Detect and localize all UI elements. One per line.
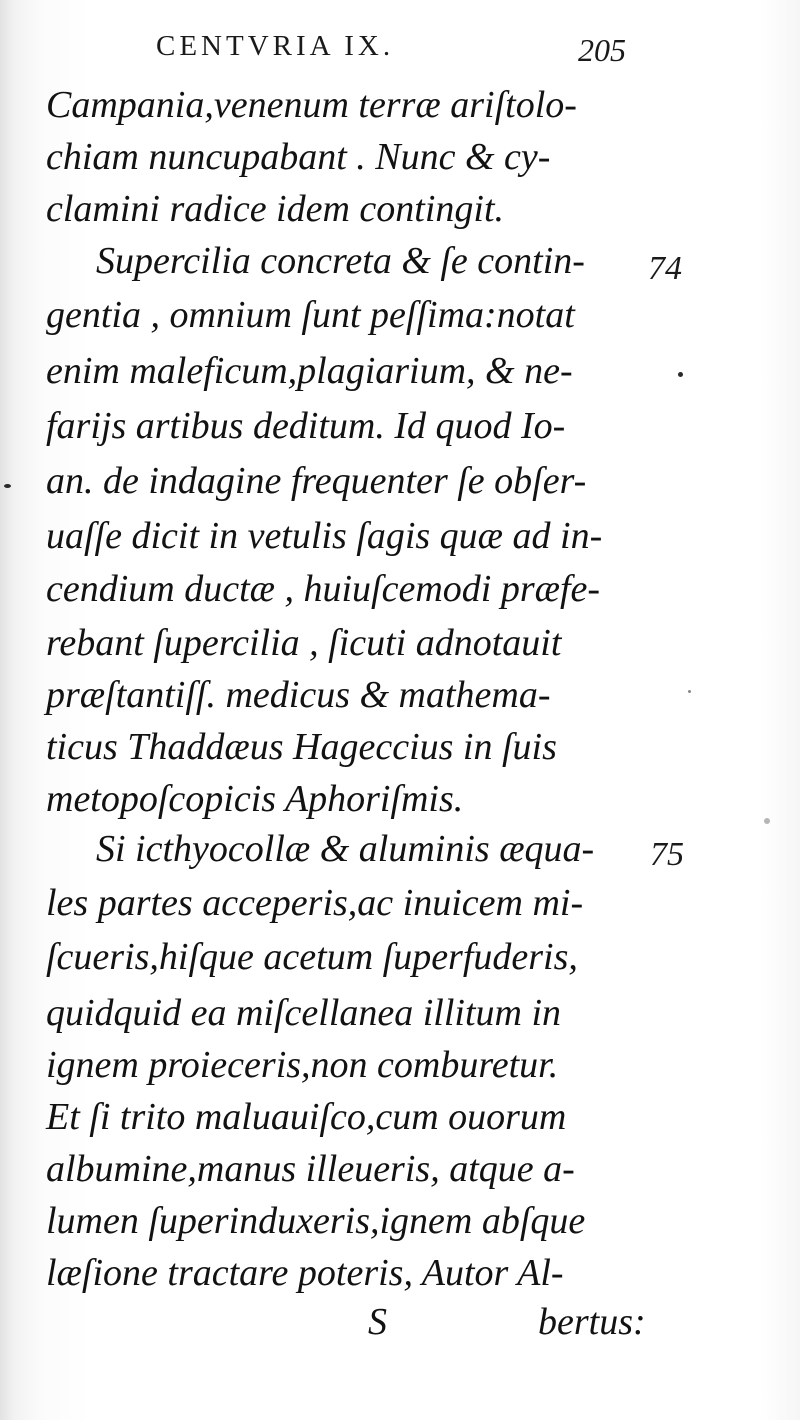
margin-number-75: 75 <box>650 836 684 873</box>
text-line: albumine,manus illeueris, atque a- <box>46 1148 575 1190</box>
ink-speck <box>4 484 11 488</box>
text-line: ticus Thaddæus Hageccius in ſuis <box>46 726 557 768</box>
text-line: uaſſe dicit in vetulis ſagis quæ ad in- <box>46 515 603 557</box>
text-line: præſtantiſſ. medicus & mathema- <box>46 674 551 716</box>
text-line: rebant ſupercilia , ſicuti adnotauit <box>46 622 562 664</box>
text-line: les partes acceperis,ac inuicem mi- <box>46 882 584 924</box>
text-line: farijs artibus deditum. Id quod Io- <box>46 405 566 447</box>
text-line: an. de indagine frequenter ſe obſer- <box>46 460 587 502</box>
paragraph-start-line: Si icthyocollæ & aluminis æqua- <box>96 828 595 870</box>
text-line: enim maleficum,plagiarium, & ne- <box>46 350 573 392</box>
ink-speck <box>688 690 691 693</box>
text-line: lumen ſuperinduxeris,ignem abſque <box>46 1200 586 1242</box>
ink-speck <box>678 372 683 377</box>
text-line: læſione tractare poteris, Autor Al- <box>46 1252 564 1294</box>
text-line: Et ſi trito maluauiſco,cum ouorum <box>46 1096 567 1138</box>
signature-mark: S <box>368 1301 387 1343</box>
catchword: bertus: <box>538 1301 646 1343</box>
text-line: ſcueris,hiſque acetum ſuperfuderis, <box>46 936 578 978</box>
text-line: ignem proieceris,non comburetur. <box>46 1044 559 1086</box>
ink-speck <box>764 818 770 824</box>
paragraph-start-line: Supercilia concreta & ſe contin- <box>96 240 585 282</box>
text-line: gentia , omnium ſunt peſſima:notat <box>46 294 575 336</box>
text-line: metopoſcopicis Aphoriſmis. <box>46 778 464 820</box>
text-line: Campania,venenum terræ ariſtolo- <box>46 84 577 126</box>
text-line: chiam nuncupabant . Nunc & cy- <box>46 136 551 178</box>
text-line: quidquid ea miſcellanea illitum in <box>46 992 562 1034</box>
text-line: cendium ductæ , huiuſcemodi præfe- <box>46 568 601 610</box>
running-title: CENTVRIA IX. <box>156 30 395 62</box>
text-line: clamini radice idem contingit. <box>46 188 505 230</box>
page-number: 205 <box>578 32 626 68</box>
margin-number-74: 74 <box>648 250 682 287</box>
